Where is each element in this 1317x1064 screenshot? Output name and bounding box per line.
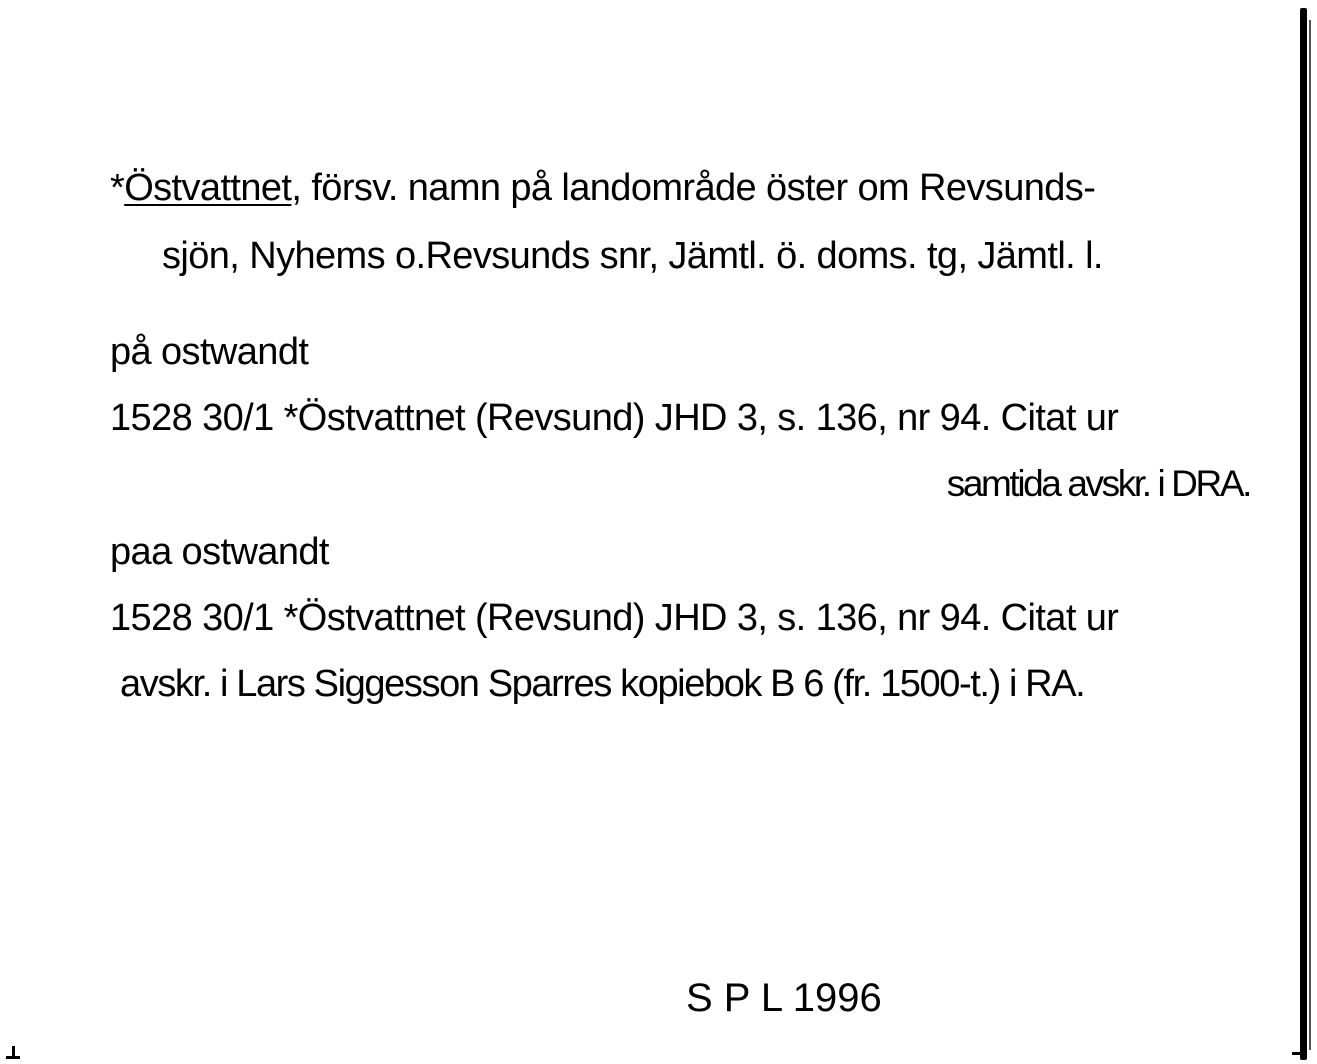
form-1-source: samtida avskr. i DRA. bbox=[946, 463, 1250, 504]
corner-mark-icon bbox=[6, 1046, 20, 1060]
form-2-source: avskr. i Lars Siggesson Sparres kopiebok B 6 (fr. 1500-t.) i RA. bbox=[120, 663, 1085, 705]
entry-definition-part2: sjön, Nyhems o.Revsunds snr, Jämtl. ö. doms. tg, Jämtl. l. bbox=[162, 235, 1103, 277]
card-corner-tick bbox=[1292, 1052, 1302, 1055]
form-1-spelling: på ostwandt bbox=[110, 331, 309, 373]
entry-line-1 bbox=[110, 166, 1095, 210]
card-right-border bbox=[1300, 8, 1307, 1060]
form-1-citation: 1528 30/1 *Östvattnet (Revsund) JHD 3, s. 136, nr 94. Citat ur bbox=[110, 397, 1119, 439]
entry-headword: Östvattnet bbox=[124, 167, 292, 209]
form-2-citation: 1528 30/1 *Östvattnet (Revsund) JHD 3, s. 136, nr 94. Citat ur bbox=[110, 597, 1119, 639]
entry-asterisk: * bbox=[110, 167, 125, 209]
entry-definition-part1: , försv. namn på landområde öster om Revsunds- bbox=[291, 167, 1096, 209]
signature-year: S P L 1996 bbox=[686, 976, 882, 1020]
card-right-border-shadow bbox=[1309, 20, 1311, 1050]
form-2-spelling: paa ostwandt bbox=[110, 531, 329, 573]
